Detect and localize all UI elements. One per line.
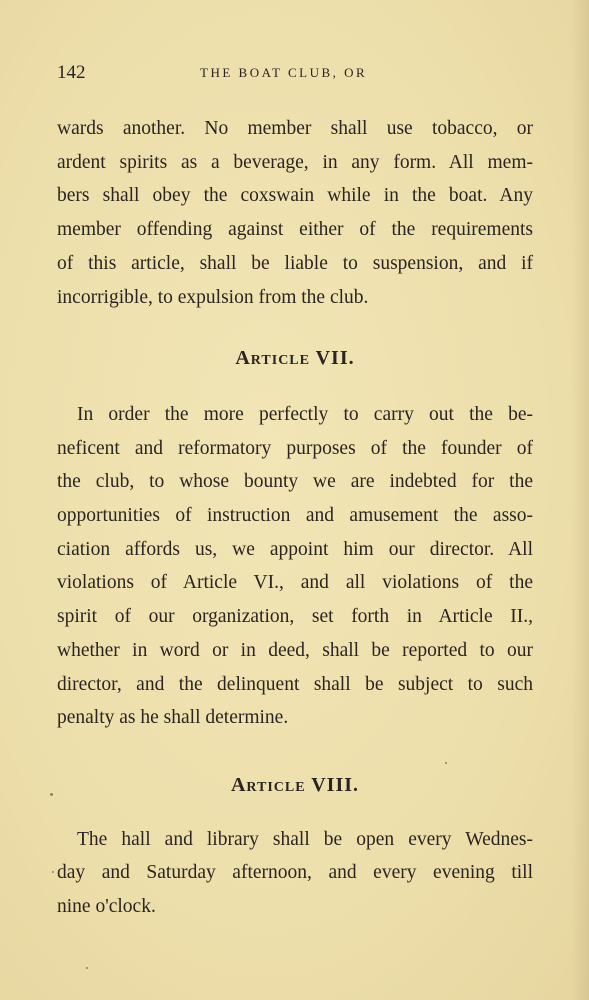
text-line: spirit of our organization, set forth in Article II., [57, 606, 533, 628]
article-8-heading: Article VIII. [230, 773, 360, 796]
text-line: the club, to whose bounty we are indebted for the [57, 471, 533, 493]
text-line: violations of Article VI., and all violations of the [57, 572, 533, 594]
paper-speck [52, 871, 54, 873]
text-line: nine o'clock. [57, 896, 156, 918]
text-line: ardent spirits as a beverage, in any form. All mem- [57, 151, 533, 173]
running-head [57, 62, 533, 84]
page-number: 142 [57, 62, 86, 83]
body-text [57, 112, 533, 924]
text-line: wards another. No member shall use tobacco, or [57, 118, 533, 139]
text-line: incorrigible, to expulsion from the club. [57, 286, 369, 308]
text-line: director, and the delinquent shall be subject to such [57, 673, 533, 695]
text-line: whether in word or in deed, shall be reported to our [57, 639, 533, 661]
text-line: of this article, shall be liable to suspension, and if [57, 252, 533, 274]
text-line: opportunities of instruction and amusement the asso- [57, 505, 533, 527]
paragraph-article-6-continued [57, 112, 533, 314]
text-line: day and Saturday afternoon, and every evening till [57, 862, 533, 884]
paper-speck [86, 967, 88, 969]
article-7-heading: Article VII. [235, 347, 355, 370]
page-edge-shadow [571, 0, 589, 1000]
text-line: member offending against either of the requirements [57, 219, 533, 241]
paragraph-article-7 [57, 398, 533, 735]
text-line: penalty as he shall determine. [57, 707, 289, 729]
text-line: In order the more perfectly to carry out the be- [77, 403, 533, 425]
paragraph-article-8 [57, 823, 533, 924]
text-line: bers shall obey the coxswain while in the boat. Any [57, 185, 533, 207]
text-line: neficent and reformatory purposes of the founder of [57, 437, 533, 459]
paper-speck [50, 793, 53, 796]
text-line: The hall and library shall be open every Wednes- [77, 828, 533, 850]
paper-speck [445, 762, 447, 764]
text-line: ciation affords us, we appoint him our director. All [57, 538, 533, 560]
running-title: THE BOAT CLUB, OR [200, 65, 368, 80]
